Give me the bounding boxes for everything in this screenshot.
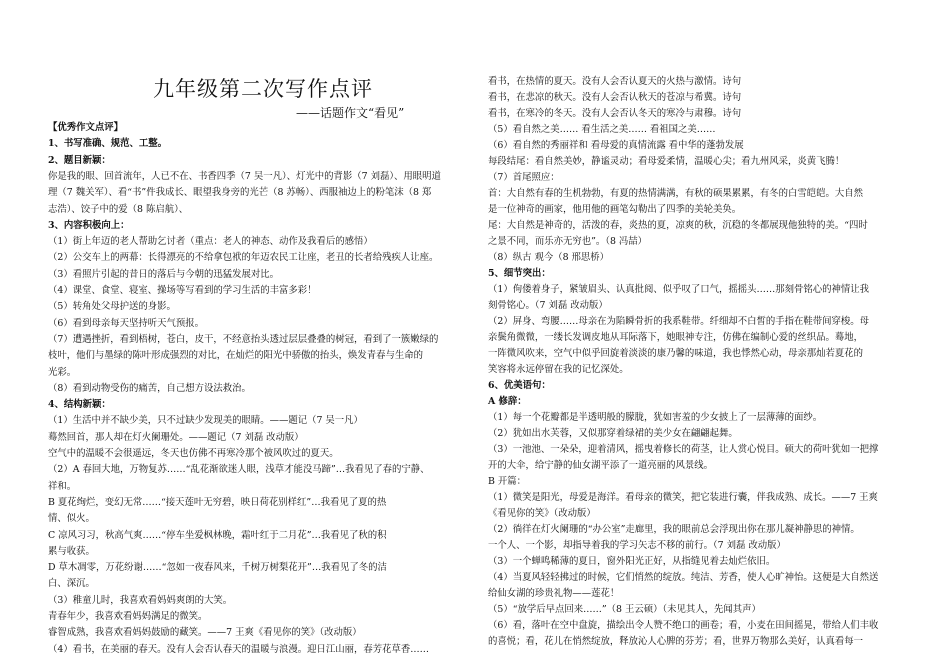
text-line: （4）课堂、食堂、寝室、操场等写看到的学习生活的丰富多彩！ — [48, 285, 317, 296]
text-line: B 夏花绚烂，变幻无常……“接天莲叶无穷碧，映日荷花别样红”…我看见了夏的热 — [48, 496, 387, 508]
page-title: 九年级第二次写作点评 — [153, 77, 373, 101]
text-line: 2、题目新颖： — [48, 154, 111, 166]
text-line: 之景不同，而乐亦无穷也”。（8 冯喆） — [488, 236, 648, 247]
text-line: （3）一池池、一朵朵，迎着清风，摇曳着修长的荷茎，让人赏心悦目。硕大的荷叶犹如一把撑 — [488, 444, 879, 455]
text-line: 尾：大自然是神奇的，活泼的春，炎热的夏，凉爽的秋，沉稳的冬都展现他独特的美。“四时 — [488, 220, 868, 231]
text-line: （6）看到母亲每天坚持听天气预报。 — [48, 317, 204, 329]
text-line: 志浩）、饺子中的爱（8 陈启航）、 — [48, 203, 189, 215]
text-line: 5、细节突出： — [488, 268, 551, 279]
text-line: D 草木凋零，万花纷谢……“忽如一夜春风来，千树万树梨花开”…我看见了冬的洁 — [48, 562, 387, 574]
text-line: （8）看到动物受伤的痛苦，自己想方设法救治。 — [48, 382, 251, 394]
page-subtitle: ——话题作文“看见” — [296, 106, 405, 120]
text-line: 累与收获。 — [48, 545, 95, 557]
text-line: 亲鬓角微微，一缕长发调皮地从耳际落下，她眼神专注，仿佛在编制心爱的丝织品。蓦地， — [488, 332, 864, 343]
text-line: 青春年少，我喜欢看妈妈满足的微笑。 — [48, 611, 208, 622]
text-line: 开的大伞，给宁静的仙女湖平添了一道亮丽的风景线。 — [488, 460, 714, 471]
text-line: 一阵微风吹来，空气中似乎回旋着淡淡的康乃馨的味道，我也悸然心动，母亲那灿若夏花的 — [488, 348, 864, 359]
text-line: 光彩。 — [48, 366, 77, 378]
text-line: （3）稚童儿时，我喜欢看妈妈爽朗的大笑。 — [48, 594, 233, 606]
text-line: （6）看，落叶在空中盘旋，描绘出令人赞不绝口的画卷；看，小麦在田间摇晃，带给人们丰收 — [488, 620, 879, 631]
text-line: 每段结尾：看自然美妙，静谧灵动；看母爱柔情，温暖心尖；看九州风采，炎黄飞腾！ — [488, 156, 845, 167]
text-line: （7）首尾照应： — [488, 172, 560, 183]
text-line: （4）看书，在美丽的春天。没有人会否认春天的温暖与浪漫。迎日江山丽，春芳花草香…… — [48, 643, 429, 655]
text-line: （5）“放学后早点回来……”（8 王云硕）（未见其人，先闻其声） — [488, 604, 761, 615]
text-line: A 修辞： — [488, 396, 527, 407]
text-line: （5）看自然之美…… 看生活之美…… 看祖国之美…… — [488, 124, 716, 135]
text-line: 4、结构新颖： — [48, 399, 111, 411]
text-line: 祥和。 — [48, 480, 77, 492]
text-line: （8）纵古 观今（8 邢思桥） — [488, 252, 610, 263]
text-line: 刻骨铭心。（7 刘磊 改动版） — [488, 300, 608, 311]
text-line: C 凉风习习，秋高气爽……“停车坐爱枫林晚，霜叶红于二月花”…我看见了秋的积 — [48, 529, 387, 541]
text-line: （6）看自然的秀丽祥和 看母爱的真情流露 看中华的蓬勃发展 — [488, 140, 744, 151]
text-line: 枝叶，他们与墨绿的陈叶形成强烈的对比，在灿烂的阳光中骄傲的抬头，焕发青春与生命的 — [48, 350, 424, 362]
text-line: 3、内容积极向上： — [48, 219, 130, 231]
text-line: 是一位神奇的画家，他用他的画笔勾勒出了四季的美轮美奂。 — [488, 204, 742, 215]
text-line: （1）街上年迈的老人帮助乞讨者（重点：老人的神态、动作及我看后的感悟） — [48, 236, 373, 248]
text-line: （2）公交车上的两幕：长得漂亮的不给拿包袱的年迈农民工让座，老丑的长者给残疾人让座。 — [48, 252, 439, 264]
text-line: 一个人、一个影，却指导着我的学习矢志不移的前行。（7 刘磊 改动版） — [488, 540, 786, 551]
text-line: 1、书写准确、规范、工整。 — [48, 138, 168, 150]
text-line: 理（7 魏关军）、看“书”件我成长、眼望我身旁的光芒（8 苏畅）、西服袖边上的粉笔沫（8 郑 — [48, 187, 432, 199]
text-line: 首：大自然有春的生机勃勃，有夏的热情满满，有秋的硕果累累，有冬的白雪皑皑。大自然 — [488, 188, 864, 199]
text-line: （2）屏身、弯腰……母亲在为陷瞬骨折的我系鞋带。纤细却不白皙的手指在鞋带间穿梭。母 — [488, 316, 869, 327]
text-line: （2）徜徉在灯火阑珊的“办公室”走廊里，我的眼前总会浮现出你在那儿凝神静思的神情。 — [488, 524, 860, 535]
text-line: （1）每一个花瓣都是半透明般的朦胧，犹如害羞的少女披上了一层薄薄的面纱。 — [488, 412, 823, 423]
text-line: （5）转角处父母护送的身影。 — [48, 301, 176, 313]
text-line: 给仙女湖的珍贵礼物——莲花！ — [488, 588, 620, 599]
text-line: （1）微笑是阳光，母爱是海洋。看母亲的微笑，把它装进行囊，伴我成熟、成长。——7 王爽 — [488, 492, 878, 503]
text-line: （4）当夏风轻轻拂过的时候，它们悄然的绽放。纯洁、芳香，使人心旷神怡。这便是大自然送 — [488, 572, 879, 583]
text-line: （1）佝偻着身子，紧皱眉头、认真批阅、似乎叹了口气，摇摇头……那刻骨铭心的神情让我 — [488, 284, 869, 295]
text-line: 笑容将永远停留在我的记忆深处。 — [488, 364, 629, 375]
text-line: 看书，在热情的夏天。没有人会否认夏天的火热与激情。诗句 — [488, 76, 742, 87]
text-line: 睿智成熟，我喜欢看妈妈鼓励的藏笑。——7 王爽《看见你的笑》（改动版） — [48, 627, 362, 639]
text-line: 你是我的眼、回首流年，人已不在、书香四季（7 吴一凡）、灯光中的背影（7 刘磊）、用眼明道 — [48, 170, 441, 182]
text-line: 看书，在寒冷的冬天。没有人会否认冬天的寒冷与肃穆。诗句 — [488, 108, 742, 119]
text-line: 6、优美语句： — [488, 380, 551, 391]
text-line: （1）生活中并不缺少美，只不过缺少发现美的眼睛。——题记（7 吴一凡） — [48, 415, 363, 427]
text-line: 《看见你的笑》（改动版） — [488, 508, 596, 519]
text-line: 【优秀作文点评】 — [48, 122, 124, 133]
text-line: （3）一个蝉鸣稀薄的夏日，窗外阳光正好，从指缝见着去灿烂依旧。 — [488, 556, 776, 567]
text-line: 白、深沉。 — [48, 578, 95, 590]
text-line: （2）犹如出水芙蓉，又似那穿着绿裙的美少女在翩翩起舞。 — [488, 428, 738, 439]
text-line: B 开篇： — [488, 476, 526, 487]
text-line: 空气中的温暖不会很遥远，冬天也仿佛不再寒冷那个被风吹过的夏天。 — [48, 448, 339, 459]
text-line: 看书，在悲凉的秋天。没有人会否认秋天的苍凉与希冀。诗句 — [488, 92, 742, 103]
text-line: （2）A 春回大地，万物复苏……“乱花渐欲迷人眼，浅草才能没马蹄”…我看见了春的宁静、 — [48, 464, 430, 476]
text-line: （7）遭遇挫折，看到梧树，苍白，皮干，不经意抬头透过层层叠叠的树冠，看到了一簇嫩绿的 — [48, 333, 439, 345]
text-line: 情、似火。 — [48, 513, 95, 525]
text-line: （3）看照片引起的昔日的落后与今朝的迅猛发展对比。 — [48, 268, 279, 280]
text-line: 蓦然回首，那人却在灯火阑珊处。——题记（7 刘磊 改动版） — [48, 431, 304, 443]
text-line: 的喜悦；看，花儿在悄然绽放，释放沁人心脾的芬芳；看，世界万物那么美好，认真看每一 — [488, 636, 864, 647]
